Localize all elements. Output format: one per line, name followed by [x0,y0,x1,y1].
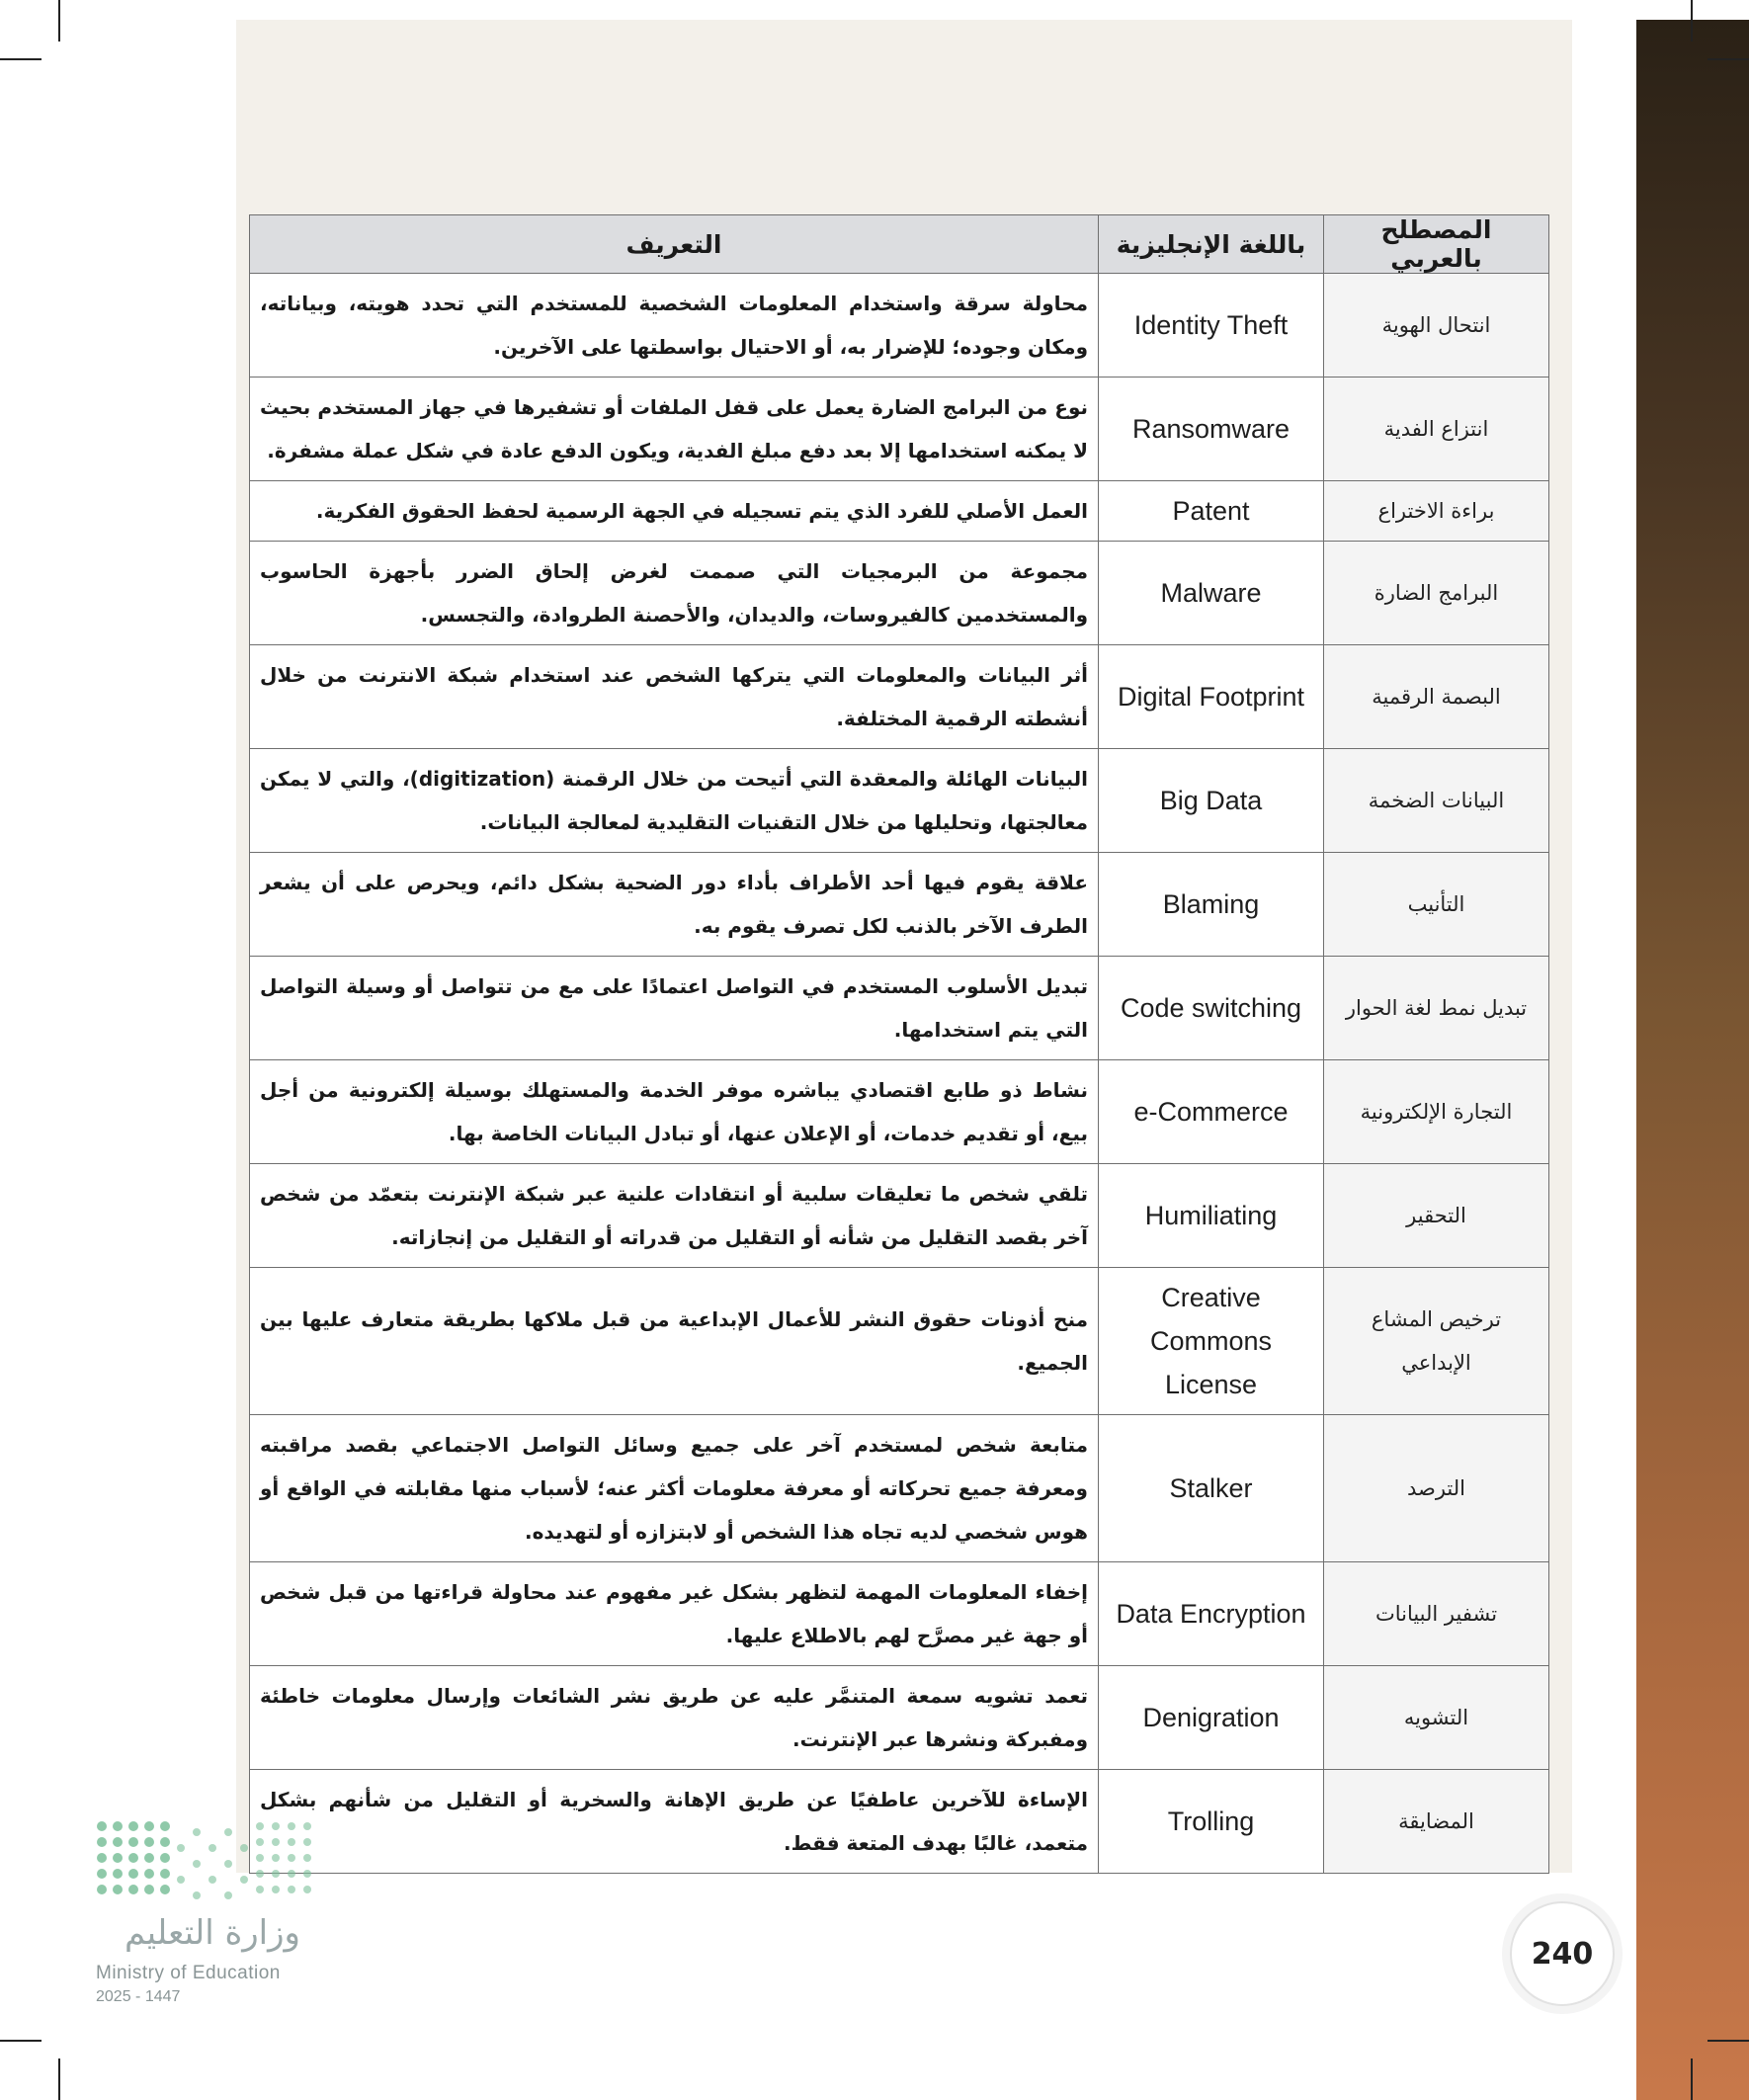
english-term-cell: Humiliating [1099,1164,1324,1268]
logo-dot [272,1886,280,1893]
table-row [250,481,1549,542]
definition-cell: نوع من البرامج الضارة يعمل على قفل الملفات أو تشفيرها في جهاز المستخدم بحيث لا يمكنه استخدامها إلا بعد دفع مبلغ الفدية، ويكون الدفع عادة في شكل عملة مشفرة. [250,378,1099,481]
logo-dot [97,1821,107,1831]
table-row [250,1666,1549,1770]
logo-dot [128,1869,138,1879]
english-term-cell: Ransomware [1099,378,1324,481]
crop-mark [1691,0,1693,42]
logo-dot [240,1844,248,1852]
logo-dot [97,1853,107,1863]
definition-cell: علاقة يقوم فيها أحد الأطراف بأداء دور الضحية بشكل دائم، ويحرص على أن يشعر الطرف الآخر بالذنب لكل تصرف يقوم به. [250,853,1099,957]
table-header-row [250,215,1549,274]
logo-dot [113,1821,123,1831]
english-term-cell: Malware [1099,542,1324,645]
logo-dot [128,1853,138,1863]
arabic-term-cell: البصمة الرقمية [1324,645,1549,749]
logo-dot [272,1854,280,1862]
logo-dot [303,1870,311,1878]
arabic-term-cell: الترصد [1324,1415,1549,1562]
crop-mark [1707,58,1749,60]
logo-dot [288,1870,295,1878]
logo-dot [256,1822,264,1830]
table-row [250,1562,1549,1666]
definition-cell: أثر البيانات والمعلومات التي يتركها الشخص عند استخدام شبكة الانترنت من خلال أنشطته الرقمية المختلفة. [250,645,1099,749]
logo-dot [177,1844,185,1852]
ministry-name-english: Ministry of Education [96,1963,281,1983]
logo-dot [256,1870,264,1878]
table-row [250,274,1549,378]
logo-dot [303,1886,311,1893]
definition-cell: العمل الأصلي للفرد الذي يتم تسجيله في الجهة الرسمية لحفظ الحقوق الفكرية. [250,481,1099,542]
logo-dot [272,1822,280,1830]
logo-dot [160,1885,170,1894]
logo-dot [160,1837,170,1847]
logo-dot [113,1837,123,1847]
definition-cell: البيانات الهائلة والمعقدة التي أتيحت من خلال الرقمنة (digitization)، والتي لا يمكن معالجتها، وتحليلها من خلال التقنيات التقليدية لمعالجة البيانات. [250,749,1099,853]
logo-dot [288,1854,295,1862]
ministry-year: 2025 - 1447 [96,1988,181,2005]
logo-dot [160,1869,170,1879]
definition-cell: الإساءة للآخرين عاطفيًا عن طريق الإهانة والسخرية أو التقليل من شأنهم بشكل متعمد، غالبًا بهدف المتعة فقط. [250,1770,1099,1874]
glossary-body [250,274,1549,1874]
arabic-term-cell: تشفير البيانات [1324,1562,1549,1666]
decorative-sidebar [1636,20,1749,2100]
crop-mark [1691,2058,1693,2100]
logo-dot [144,1853,154,1863]
table-row [250,1164,1549,1268]
logo-dot [97,1869,107,1879]
logo-dot [113,1869,123,1879]
definition-cell: تلقي شخص ما تعليقات سلبية أو انتقادات علنية عبر شبكة الإنترنت بتعمّد من شخص آخر بقصد التقليل من شأنه أو التقليل من قدراته أو التقليل من إنجازاته. [250,1164,1099,1268]
glossary-table [249,214,1549,1874]
english-term-cell: Stalker [1099,1415,1324,1562]
logo-dot [208,1844,216,1852]
logo-dot [97,1885,107,1894]
table-row [250,378,1549,481]
arabic-term-cell: براءة الاختراع [1324,481,1549,542]
english-term-cell: Creative Commons License [1099,1268,1324,1415]
definition-cell: تبديل الأسلوب المستخدم في التواصل اعتمادًا على مع من تتواصل أو وسيلة التواصل التي يتم استخدامها. [250,957,1099,1060]
definition-cell: متابعة شخص لمستخدم آخر على جميع وسائل التواصل الاجتماعي بقصد مراقبته ومعرفة جميع تحركاته أو معرفة معلومات أكثر عنه؛ لأسباب منها مقابلته في الواقع أو هوس شخصي لديه تجاه هذا الشخص أو لابتزازه أو لتهديده. [250,1415,1099,1562]
arabic-term-cell: تبديل نمط لغة الحوار [1324,957,1549,1060]
logo-dot [303,1822,311,1830]
logo-dot [193,1860,201,1868]
logo-dot [193,1891,201,1899]
arabic-term-cell: انتحال الهوية [1324,274,1549,378]
logo-dot [272,1838,280,1846]
table-row [250,853,1549,957]
logo-dot [240,1876,248,1884]
table-row [250,1770,1549,1874]
logo-dot [128,1837,138,1847]
logo-dot [224,1860,232,1868]
english-term-cell: Patent [1099,481,1324,542]
arabic-term-cell: التشويه [1324,1666,1549,1770]
table-row [250,645,1549,749]
english-term-cell: Denigration [1099,1666,1324,1770]
logo-dot [288,1822,295,1830]
arabic-term-cell: التأنيب [1324,853,1549,957]
table-row [250,1268,1549,1415]
definition-cell: مجموعة من البرمجيات التي صممت لغرض إلحاق الضرر بأجهزة الحاسوب والمستخدمين كالفيروسات، والديدان، والأحصنة الطروادة، والتجسس. [250,542,1099,645]
header-definition: التعريف [250,215,1099,274]
english-term-cell: Blaming [1099,853,1324,957]
logo-dot [128,1821,138,1831]
definition-cell: محاولة سرقة واستخدام المعلومات الشخصية للمستخدم التي تحدد هويته، وبياناته، ومكان وجوده؛ للإضرار به، أو الاحتيال بواسطتها على الآخرين. [250,274,1099,378]
header-english-term: باللغة الإنجليزية [1099,215,1324,274]
definition-cell: إخفاء المعلومات المهمة لتظهر بشكل غير مفهوم عند محاولة قراءتها من قبل شخص أو جهة غير مصرَّح لهم بالاطلاع عليها. [250,1562,1099,1666]
logo-dot [256,1838,264,1846]
logo-dot [160,1853,170,1863]
logo-dot [288,1886,295,1893]
table-row [250,1060,1549,1164]
english-term-cell: Data Encryption [1099,1562,1324,1666]
logo-dot [144,1821,154,1831]
logo-dot [144,1885,154,1894]
logo-dot [272,1870,280,1878]
arabic-term-cell: التحقير [1324,1164,1549,1268]
english-term-cell: Big Data [1099,749,1324,853]
logo-dot [256,1854,264,1862]
page-number: 240 [1510,1901,1615,2006]
english-term-cell: Trolling [1099,1770,1324,1874]
crop-mark [58,2058,60,2100]
logo-dot [177,1876,185,1884]
logo-dot [113,1853,123,1863]
table-row [250,1415,1549,1562]
english-term-cell: Code switching [1099,957,1324,1060]
crop-mark [0,58,42,60]
arabic-term-cell: البرامج الضارة [1324,542,1549,645]
crop-mark [1707,2040,1749,2042]
arabic-term-cell: المضايقة [1324,1770,1549,1874]
english-term-cell: Identity Theft [1099,274,1324,378]
table-row [250,957,1549,1060]
arabic-term-cell: انتزاع الفدية [1324,378,1549,481]
ministry-name-arabic: وزارة التعليم [125,1913,300,1953]
logo-dot [256,1886,264,1893]
logo-dot [224,1891,232,1899]
logo-dot [224,1828,232,1836]
logo-dot [303,1838,311,1846]
definition-cell: تعمد تشويه سمعة المتنمَّر عليه عن طريق نشر الشائعات وإرسال معلومات خاطئة ومفبركة ونشرها عبر الإنترنت. [250,1666,1099,1770]
arabic-term-cell: البيانات الضخمة [1324,749,1549,853]
ministry-logo-dots-icon [94,1818,331,1907]
english-term-cell: e-Commerce [1099,1060,1324,1164]
table-row [250,542,1549,645]
logo-dot [97,1837,107,1847]
definition-cell: نشاط ذو طابع اقتصادي يباشره موفر الخدمة والمستهلك بوسيلة إلكترونية من أجل بيع، أو تقديم خدمات، أو الإعلان عنها، أو تبادل البيانات الخاصة بها. [250,1060,1099,1164]
logo-dot [144,1837,154,1847]
logo-dot [208,1876,216,1884]
arabic-term-cell: التجارة الإلكترونية [1324,1060,1549,1164]
logo-dot [113,1885,123,1894]
logo-dot [288,1838,295,1846]
logo-dot [160,1821,170,1831]
logo-dot [193,1828,201,1836]
header-arabic-term: المصطلح بالعربي [1324,215,1549,274]
crop-mark [0,2040,42,2042]
logo-dot [128,1885,138,1894]
logo-dot [303,1854,311,1862]
ministry-logo [94,1818,331,2016]
table-row [250,749,1549,853]
arabic-term-cell: ترخيص المشاع الإبداعي [1324,1268,1549,1415]
english-term-cell: Digital Footprint [1099,645,1324,749]
definition-cell: منح أذونات حقوق النشر للأعمال الإبداعية من قبل ملاكها بطريقة متعارف عليها بين الجميع. [250,1268,1099,1415]
logo-dot [144,1869,154,1879]
crop-mark [58,0,60,42]
